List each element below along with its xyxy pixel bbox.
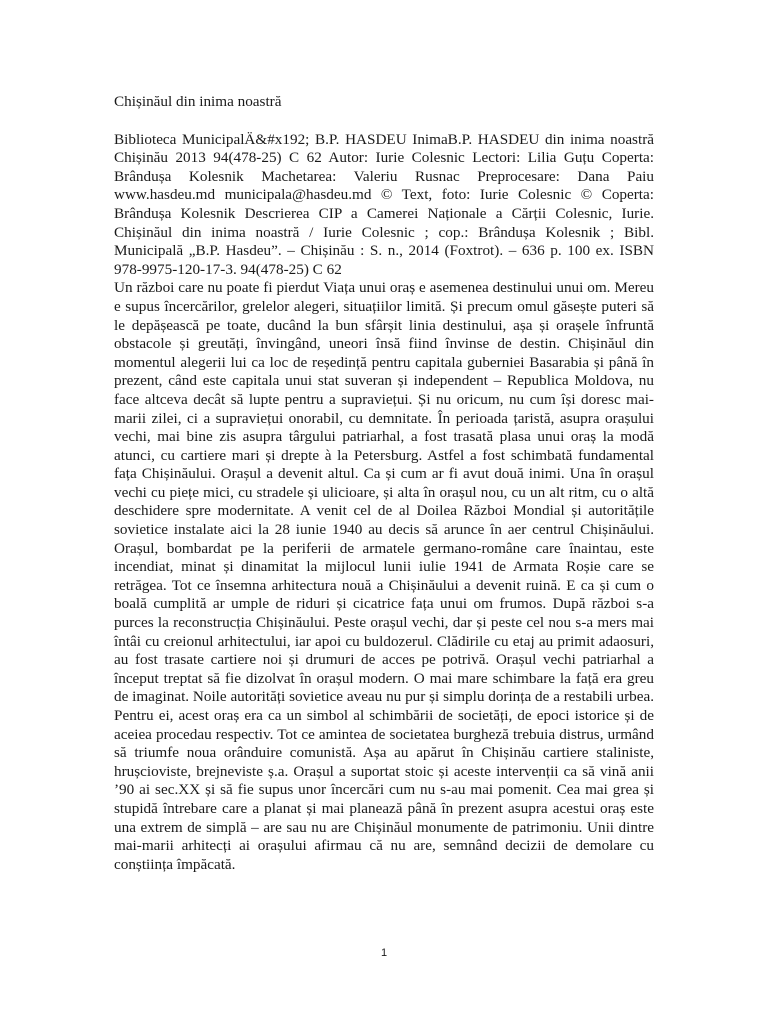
publication-metadata: Biblioteca MunicipalÄ&#x192; B.P. HASDEU InimaB.P. HASDEU din inima noastră Chișinău 2013 94(478-25) C 62 Autor: Iurie Colesnic Lectori: Lilia Guțu Coperta: Brândușa Kolesnik Machetarea: Valeriu Rusnac Preprocesare: Dana Paiu www.hasdeu.md municipala@hasdeu.md © Text, foto: Iurie Colesnic © Coperta: Brândușa Kolesnik Descrierea CIP a Camerei Naționale a Cărții Colesnic, Iurie. Chișinăul din inima noastră / Iurie Colesnic ; cop.: Brândușa Kolesnik ; Bibl. Municipală „B.P. Hasdeu”. – Chișinău : S. n., 2014 (Foxtrot). – 636 p. 100 ex. ISBN 978-9975-120-17-3. 94(478-25) C 62 (114, 130, 654, 278)
page-number: 1 (380, 947, 388, 959)
document-title: Chișinăul din inima noastră (114, 93, 282, 110)
page-content (114, 93, 654, 874)
body-paragraph: Un război care nu poate fi pierdut Viața unui oraș e asemenea destinului unui om. Mereu e supus încercărilor, grelelor alegeri, situațiilor limită. Și precum omul găsește puteri să le depășească pe toate, ducând la bun sfârșit linia destinului, așa și orașele înfruntă obstacole și greutăți, învingând, uneori însă fiind învinse de destin. Chișinăul din momentul alegerii lui ca loc de reședință pentru capitala guberniei Basarabia și până în prezent, când este capitala unui stat suveran și independent – Republica Moldova, nu face altceva decât să lupte pentru a supraviețui. Și nu oricum, nu cum își doresc mai-marii zilei, ci a supraviețui onorabil, cu demnitate. În perioada țaristă, asupra orașului vechi, mai bine zis asupra târgului patriarhal, a fost trasată plasa unui oraș la modă atunci, cu cartiere mari și drepte à la Petersburg. Astfel a fost schimbată fundamental fața Chișinăului. Orașul a devenit altul. Ca și cum ar fi avut două inimi. Una în orașul vechi cu piețe mici, cu stradele și ulicioare, și alta în orașul nou, cu un alt ritm, cu o altă deschidere spre modernitate. A venit cel de al Doilea Război Mondial și autoritățile sovietice instalate aici la 28 iunie 1940 au decis să arunce în aer centrul Chișinăului. Orașul, bombardat pe la periferii de armatele germano-române care înaintau, este incendiat, minat și dinamitat la mijlocul lunii iulie 1941 de Armata Roșie care se retrăgea. Tot ce însemna arhitectura nouă a Chișinăului a devenit ruină. E ca și cum o boală cumplită ar umple de riduri și cicatrice fața unui om frumos. După război s-a purces la reconstrucția Chișinăului. Peste orașul vechi, dar și peste cel nou s-a mers mai întâi cu creionul arhitectului, iar apoi cu buldozerul. Clădirile cu etaj au primit adaosuri, au fost trasate cartiere noi și drumuri de acces pe potrivă. Orașul vechi patriarhal a început treptat să fie dizolvat în orașul modern. O mai mare schimbare la față era greu de imaginat. Noile autorități sovietice aveau nu pur și simplu dorința de a restabili urbea. Pentru ei, acest oraș era ca un simbol al schimbării de societăți, de epoci istorice și de aceiea procedau respectiv. Tot ce amintea de societatea burgheză trebuia distrus, urmând să triumfe noua orânduire comunistă. Așa au apărut în Chișinău cartiere staliniste, hrușcioviste, brejneviste ș.a. Orașul a suportat stoic și aceste intervenții ca să vină anii ’90 ai sec.XX și să fie supus unor încercări cum nu s-au mai pomenit. Cea mai grea și stupidă întrebare care a planat și mai planează până în prezent asupra acestui oraș este una extrem de simplă – are sau nu are Chișinăul monumente de patrimoniu. Unii dintre mai-marii arhitecți ai orașului afirmau că nu are, semnând decizii de demolare cu conștiința împăcată. (114, 279, 654, 873)
